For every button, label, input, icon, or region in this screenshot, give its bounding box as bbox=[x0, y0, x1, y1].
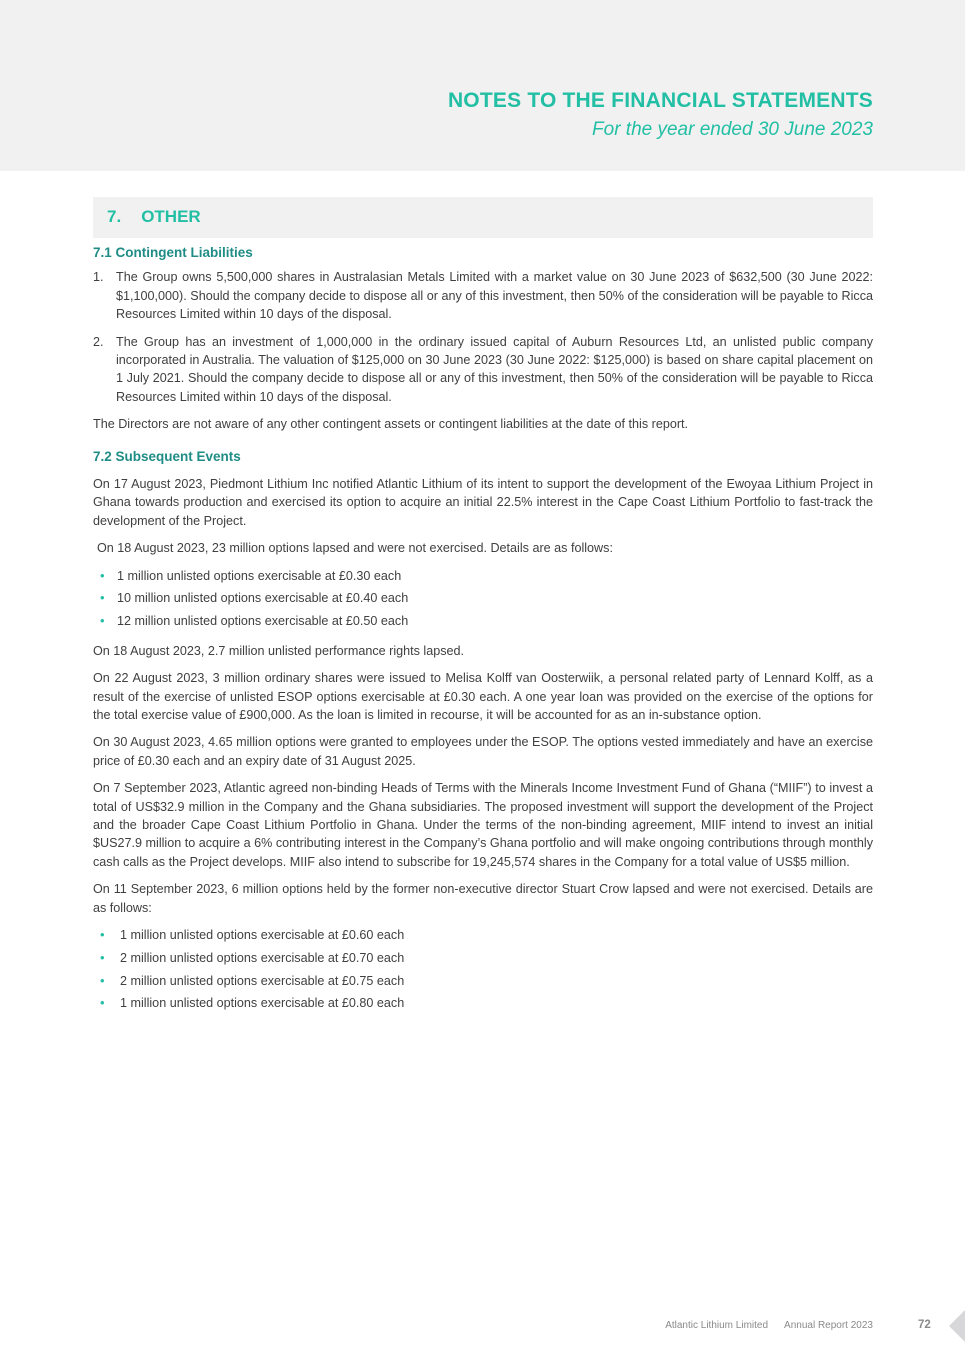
list-item bbox=[93, 994, 873, 1012]
bullet-icon: • bbox=[100, 949, 105, 965]
bullet-icon: • bbox=[100, 567, 105, 583]
bullet-icon: • bbox=[100, 926, 105, 942]
page-title: NOTES TO THE FINANCIAL STATEMENTS bbox=[447, 89, 873, 112]
footer bbox=[665, 1320, 873, 1331]
list-item bbox=[93, 926, 873, 944]
paragraph: On 17 August 2023, Piedmont Lithium Inc notified Atlantic Lithium of its intent to support the development of the Ewoyaa Lithium Project in Ghana towards production and exercised its option to acquire an initial 22.5% interest in the Cape Coast Lithium Portfolio to fast-track the development of the Project. bbox=[93, 477, 873, 528]
bullet-icon: • bbox=[100, 972, 105, 988]
list-item bbox=[93, 949, 873, 967]
bullet-icon: • bbox=[100, 995, 105, 1011]
list-item-text: 2 million unlisted options exercisable at £0.70 each bbox=[120, 950, 405, 965]
list-item bbox=[93, 589, 873, 607]
list-item-text: 1 million unlisted options exercisable at £0.60 each bbox=[120, 927, 405, 942]
list-item-text: The Group has an investment of 1,000,000 in the ordinary issued capital of Auburn Resources Ltd, an unlisted public company incorporated in Australia. The valuation of $125,000 on 30 June 2023 (30 June 2022: $125,000) is based on share capital placement on 1 July 2021. Should the company decide to dispose all or any of this investment, then 50% of the consideration will be payable to Ricca Resources Limited within 10 days of the disposal. bbox=[116, 334, 873, 404]
paragraph: On 22 August 2023, 3 million ordinary shares were issued to Melisa Kolff van Oosterwiik, a personal related party of Lennard Kolff, as a result of the exercise of unlisted ESOP options exercisable at £0.30 each. A one year loan was provided on the exercise of the options for the total exercise value of £900,000. As the loan is limited in recourse, it will be accounted for as an in-substance option. bbox=[93, 671, 873, 722]
bullet-icon: • bbox=[100, 613, 105, 629]
bullet-icon: • bbox=[100, 590, 105, 606]
list-item-number: 2. bbox=[93, 334, 104, 349]
paragraph: On 11 September 2023, 6 million options held by the former non-executive director Stuart Crow lapsed and were not exercised. Details are as follows: bbox=[93, 882, 873, 915]
section-title: OTHER bbox=[141, 207, 201, 227]
options-lapsed-list bbox=[93, 567, 873, 631]
list-item bbox=[93, 333, 873, 407]
footer-report: Annual Report 2023 bbox=[784, 1320, 873, 1331]
paragraph: On 18 August 2023, 2.7 million unlisted performance rights lapsed. bbox=[93, 643, 465, 658]
section-number: 7. bbox=[107, 207, 122, 227]
contingent-list bbox=[93, 268, 873, 406]
paragraph: On 18 August 2023, 23 million options lapsed and were not exercised. Details are as follows: bbox=[97, 541, 613, 556]
list-item-number: 1. bbox=[93, 270, 104, 285]
list-item-text: 2 million unlisted options exercisable at £0.75 each bbox=[120, 973, 405, 988]
director-options-list bbox=[93, 926, 873, 1013]
list-item bbox=[93, 268, 873, 323]
list-item bbox=[93, 567, 873, 585]
list-item-text: 1 million unlisted options exercisable at £0.80 each bbox=[120, 996, 405, 1011]
list-item-text: 12 million unlisted options exercisable at £0.50 each bbox=[117, 614, 409, 629]
contingent-closing-paragraph: The Directors are not aware of any other contingent assets or contingent liabilities at the date of this report. bbox=[93, 417, 689, 432]
paragraph: On 30 August 2023, 4.65 million options were granted to employees under the ESOP. The options vested immediately and have an exercise price of £0.30 each and an expiry date of 31 August 2025. bbox=[93, 735, 873, 768]
section-heading bbox=[93, 197, 873, 238]
header-band bbox=[0, 0, 965, 171]
list-item-text: 1 million unlisted options exercisable at £0.30 each bbox=[117, 568, 402, 583]
main-content bbox=[93, 197, 873, 1024]
paragraph: On 7 September 2023, Atlantic agreed non-binding Heads of Terms with the Minerals Income Investment Fund of Ghana (“MIIF”) to invest a total of US$32.9 million in the Company and the Ghana subsidiaries. The proposed investment will support the development of the Project and the broader Cape Coast Lithium Portfolio in Ghana. Under the terms of the non-binding agreement, MIIF intend to invest an initial $US27.9 million to acquire a 6% contributing interest in the Company’s Ghana portfolio and will make ongoing contributions through monthly cash calls as the Project develops. MIIF also intend to subscribe for 19,245,574 shares in the Company for a total value of US$5 million. bbox=[93, 781, 873, 869]
subsequent-events-heading: 7.2 Subsequent Events bbox=[93, 448, 241, 464]
page-corner-tab-icon bbox=[949, 1310, 965, 1342]
contingent-liabilities-heading: 7.1 Contingent Liabilities bbox=[93, 245, 253, 260]
footer-company: Atlantic Lithium Limited bbox=[665, 1320, 769, 1331]
list-item bbox=[93, 612, 873, 630]
list-item-text: The Group owns 5,500,000 shares in Australasian Metals Limited with a market value on 30 June 2023 of $632,500 (30 June 2022: $1,100,000). Should the company decide to dispose all or any of this investment, then 50% of the consideration will be payable to Ricca Resources Limited within 10 days of the disposal. bbox=[116, 270, 873, 322]
list-item-text: 10 million unlisted options exercisable at £0.40 each bbox=[117, 591, 409, 606]
list-item bbox=[93, 972, 873, 990]
page-number: 72 bbox=[918, 1319, 931, 1331]
page-subtitle: For the year ended 30 June 2023 bbox=[592, 119, 873, 140]
